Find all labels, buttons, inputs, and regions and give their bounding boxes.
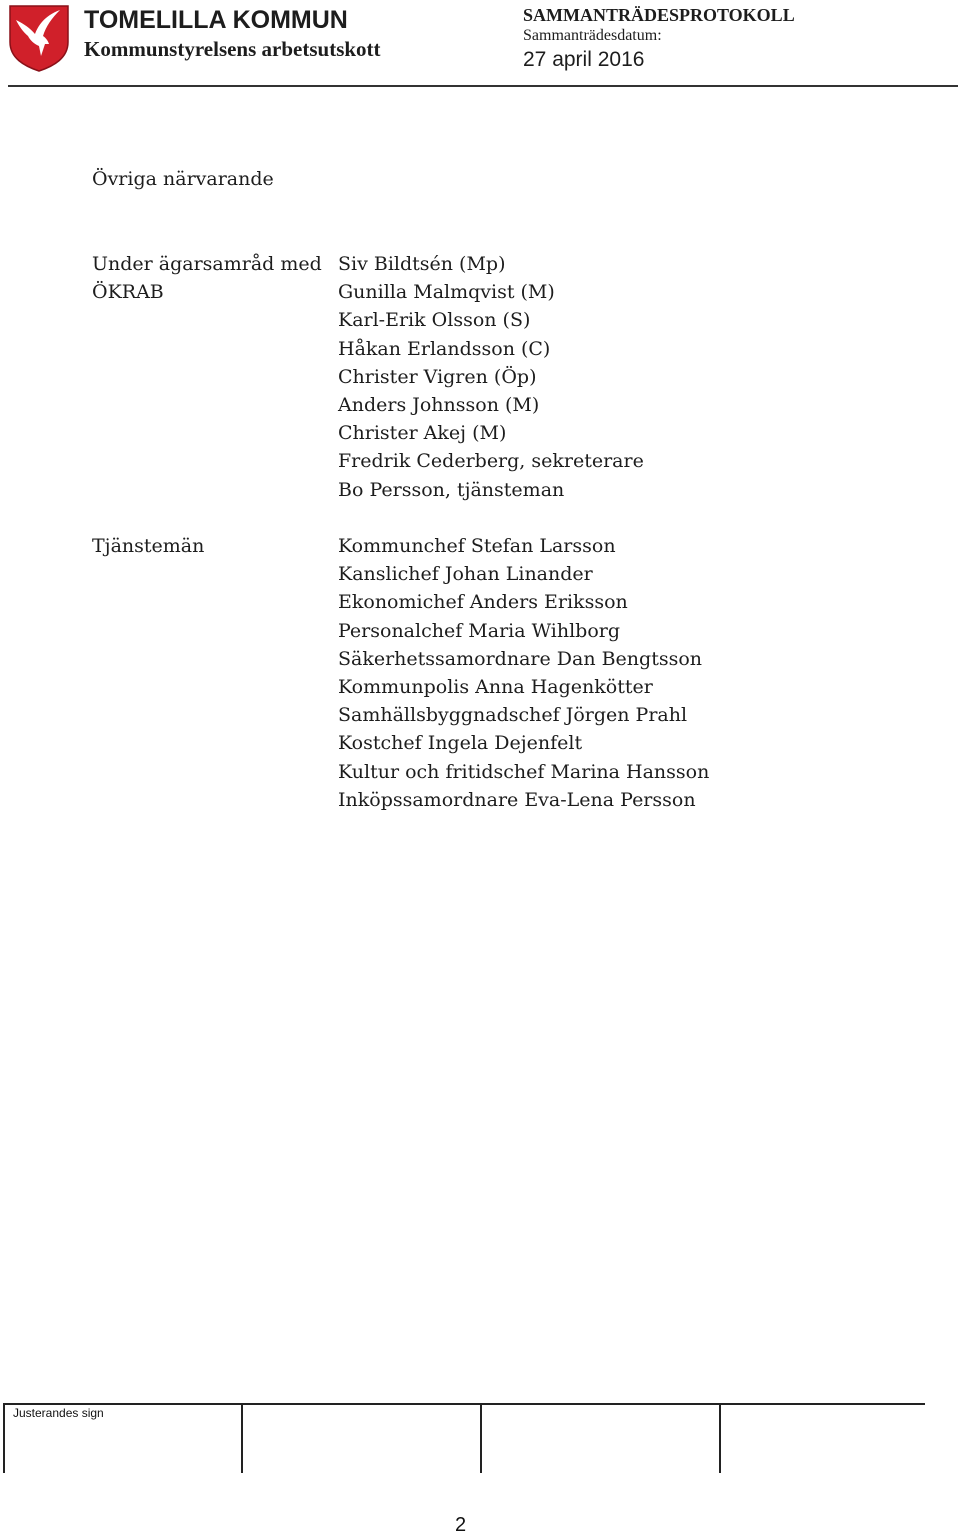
attendee: Ekonomichef Anders Eriksson: [338, 591, 628, 614]
signature-box: [480, 1405, 720, 1473]
attendee: Säkerhetssamordnare Dan Bengtsson: [338, 647, 703, 670]
committee-name: Kommunstyrelsens arbetsutskott: [84, 37, 381, 61]
document-header: [0, 0, 960, 88]
attendee: Fredrik Cederberg, sekreterare: [338, 450, 644, 473]
signature-box: [3, 1405, 243, 1473]
group-label-okrab: [92, 250, 322, 306]
page-number: 2: [455, 1514, 467, 1536]
attendee: Håkan Erlandsson (C): [338, 337, 551, 360]
attendee: Personalchef Maria Wihlborg: [338, 619, 621, 642]
attendee: Samhällsbyggnadschef Jörgen Prahl: [338, 704, 688, 727]
group-label-officials: [92, 532, 204, 560]
signature-box: [719, 1405, 927, 1473]
document-type: SAMMANTRÄDESPROTOKOLL: [523, 5, 795, 25]
organization-name: TOMELILLA KOMMUN: [84, 6, 348, 34]
attendee: Kultur och fritidschef Marina Hansson: [338, 760, 710, 783]
group-label-line: ÖKRAB: [92, 281, 164, 304]
group-label-line: Under ägarsamråd med: [92, 253, 322, 275]
bird-crest-icon: [8, 4, 70, 72]
attendee: Karl-Erik Olsson (S): [338, 309, 531, 332]
attendee: Kommunchef Stefan Larsson: [338, 535, 616, 557]
meeting-date-label: Sammanträdesdatum:: [523, 27, 662, 44]
attendee: Gunilla Malmqvist (M): [338, 281, 555, 304]
signature-label: Justerandes sign: [13, 1406, 104, 1420]
group-label-line: Tjänstemän: [92, 535, 205, 557]
attendee: Christer Vigren (Öp): [338, 365, 537, 388]
section-title: Övriga närvarande: [92, 168, 274, 190]
attendee: Anders Johnsson (M): [338, 394, 540, 417]
attendee-list-officials: [338, 532, 709, 814]
attendee: Kommunpolis Anna Hagenkötter: [338, 676, 653, 699]
signature-table: [3, 1403, 925, 1473]
header-divider: [8, 85, 958, 87]
attendee: Kanslichef Johan Linander: [338, 563, 593, 586]
attendee: Bo Persson, tjänsteman: [338, 478, 565, 501]
attendee: Siv Bildtsén (Mp): [338, 253, 506, 275]
attendee: Christer Akej (M): [338, 422, 507, 445]
attendee: Inköpssamordnare Eva-Lena Persson: [338, 788, 696, 811]
attendee-list-okrab: [338, 250, 644, 504]
signature-box: [241, 1405, 481, 1473]
attendee: Kostchef Ingela Dejenfelt: [338, 732, 583, 755]
meeting-date: 27 april 2016: [523, 48, 645, 71]
